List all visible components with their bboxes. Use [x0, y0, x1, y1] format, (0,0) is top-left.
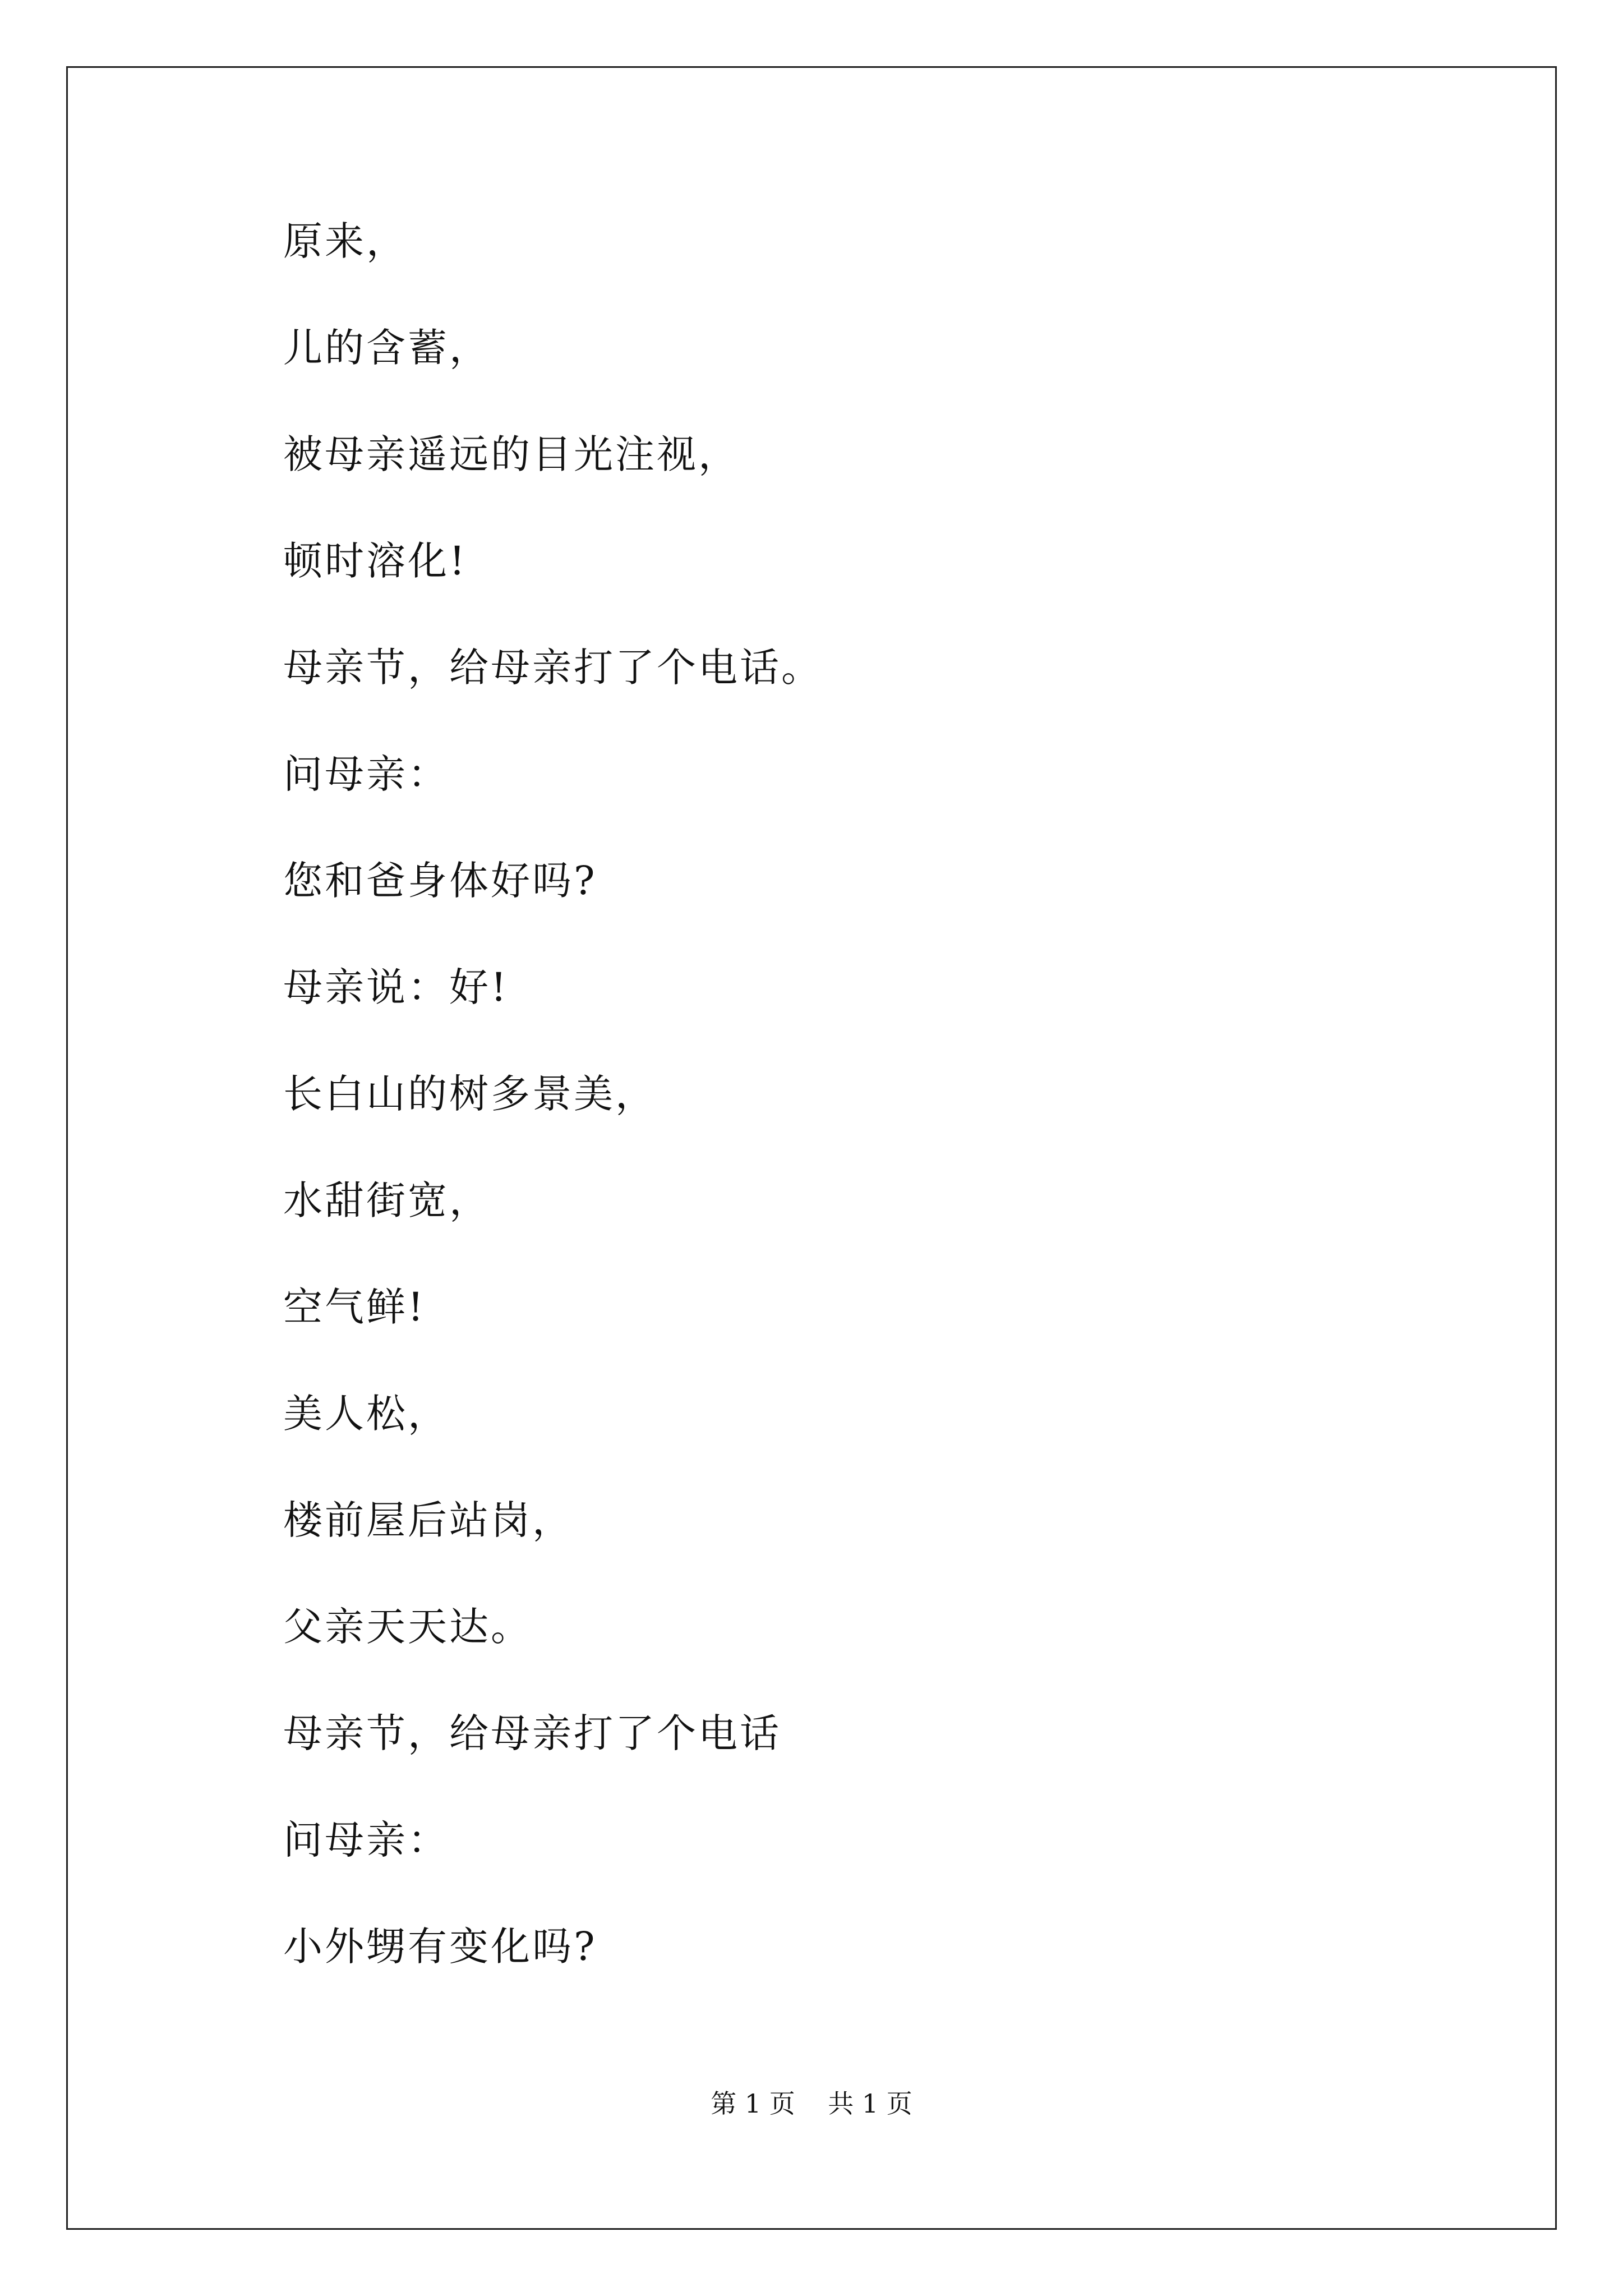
- text-line: 父亲天天达。: [283, 1604, 532, 1650]
- text-line: 问母亲：: [283, 751, 449, 797]
- text-line: 被母亲遥远的目光注视，: [283, 431, 740, 477]
- page-number-footer: 第 1 页 共 1 页: [711, 2088, 912, 2119]
- text-line: 原来，: [283, 218, 408, 264]
- text-line: 顿时溶化!: [283, 538, 468, 584]
- text-line: 母亲说：好!: [283, 964, 509, 1010]
- text-line: 楼前屋后站岗，: [283, 1497, 574, 1543]
- text-line: 水甜街宽，: [283, 1177, 491, 1223]
- text-line: 您和爸身体好吗?: [283, 858, 597, 904]
- text-line: 母亲节，给母亲打了个电话: [283, 1710, 781, 1756]
- text-line: 空气鲜!: [283, 1284, 426, 1330]
- text-line: 长白山的树多景美，: [283, 1071, 657, 1117]
- text-line: 儿的含蓄，: [283, 325, 491, 371]
- text-line: 美人松，: [283, 1391, 449, 1437]
- text-line: 小外甥有变化吗?: [283, 1924, 597, 1970]
- document-body: [283, 218, 1461, 2033]
- text-line: 问母亲：: [283, 1817, 449, 1863]
- text-line: 母亲节，给母亲打了个电话。: [283, 645, 823, 691]
